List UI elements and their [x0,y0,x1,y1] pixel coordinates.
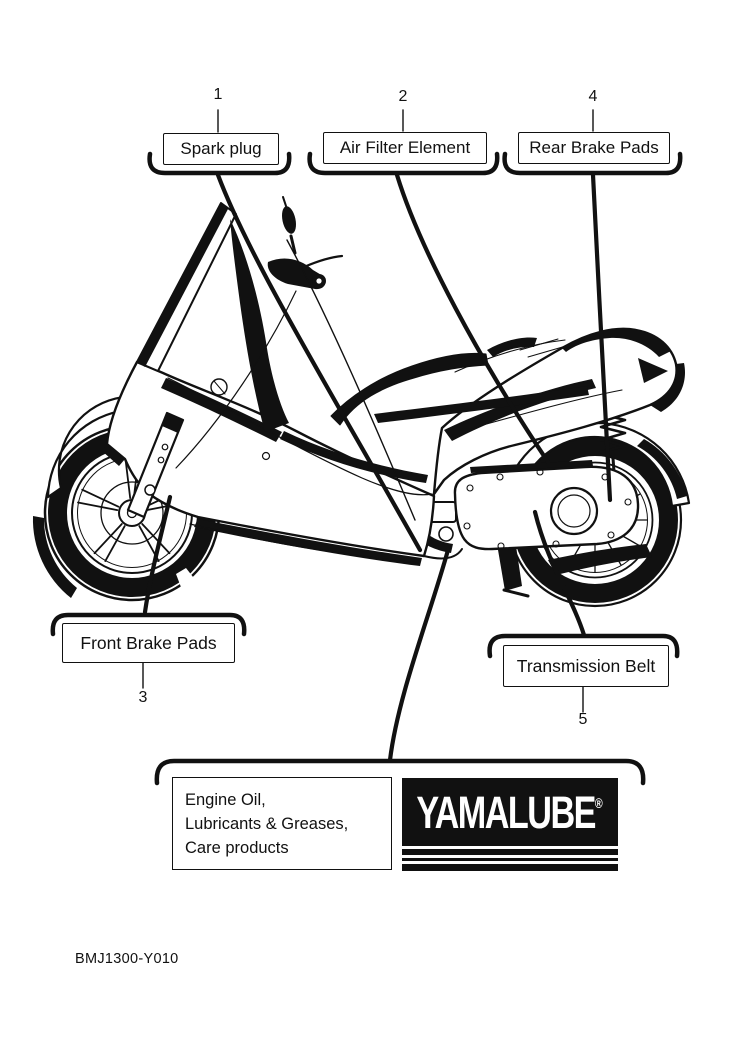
callout-line-front-brake [145,497,170,612]
windshield [137,203,236,371]
registered-trademark-symbol: ® [595,794,604,811]
logo-stripe-thin [402,858,618,861]
products-line-1: Engine Oil, [185,791,266,809]
products-line-2: Lubricants & Greases, [185,815,349,833]
callout-line-yamalube [390,550,448,760]
callout-box-air-filter: Air Filter Element [323,132,487,164]
callout-number-1: 1 [213,86,223,103]
products-list-box [172,777,392,870]
callout-box-spark-plug: Spark plug [163,133,279,165]
figure-code: BMJ1300-Y010 [75,951,179,967]
steering-column-shadow [230,219,289,432]
callout-number-2: 2 [398,88,408,105]
products-line-3: Care products [185,839,289,857]
callout-box-transmission-belt: Transmission Belt [503,645,669,687]
yamalube-logo [402,778,618,871]
logo-stripe-base [402,864,618,871]
callout-box-front-brake: Front Brake Pads [62,623,235,663]
yamalube-wordmark: YAMALUBE® [416,786,604,838]
callout-box-rear-brake: Rear Brake Pads [518,132,670,164]
callout-number-4: 4 [588,88,598,105]
handlebar [268,256,342,289]
callout-number-5: 5 [578,711,588,728]
logo-stripe-thick [402,849,618,855]
callout-number-3: 3 [138,689,148,706]
yamalube-logo-plate [402,778,618,846]
